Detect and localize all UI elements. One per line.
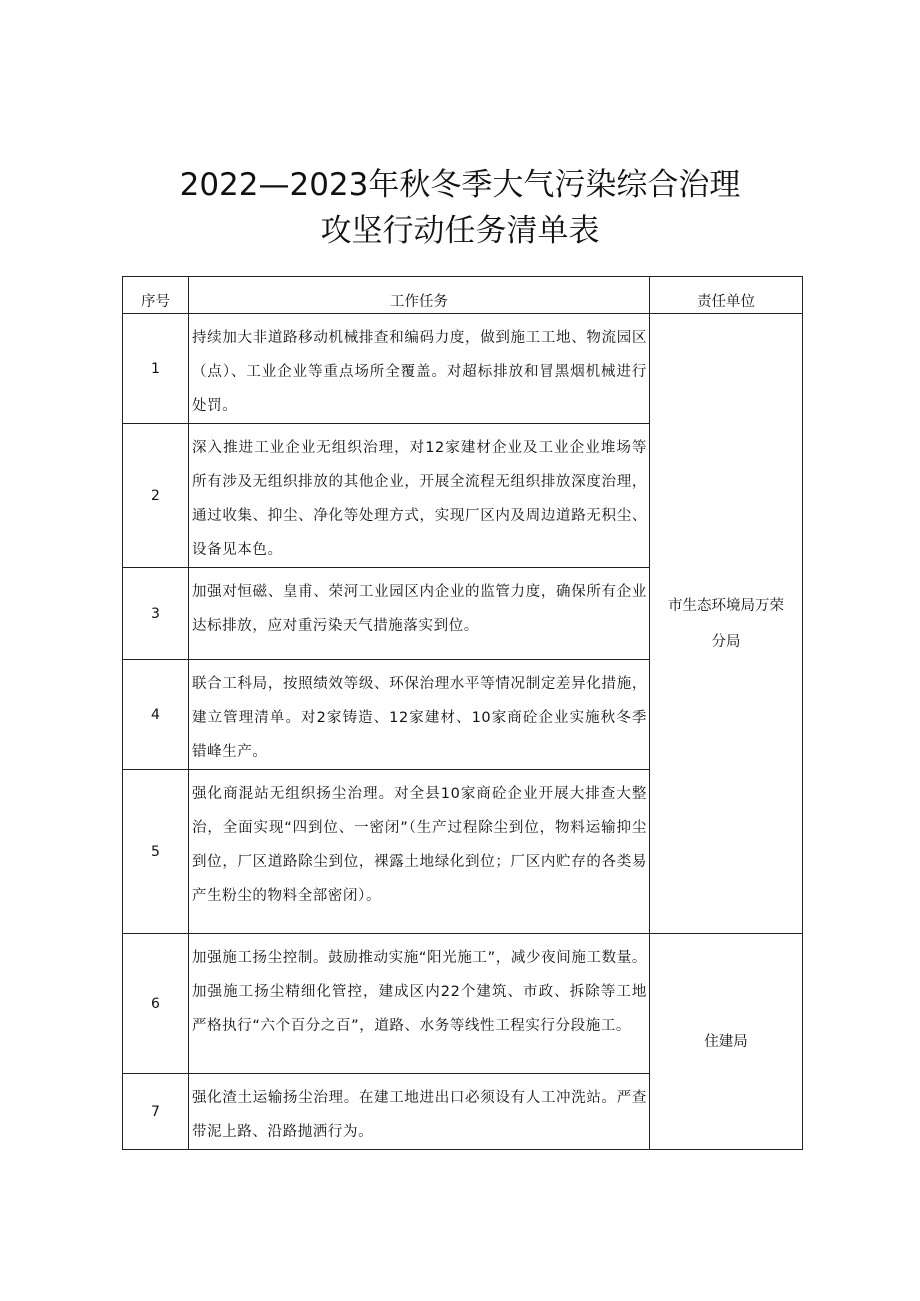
row-task: 深入推进工业企业无组织治理，对12家建材企业及工业企业堆场等所有涉及无组织排放的其他企业，开展全流程无组织排放深度治理，通过收集、抑尘、净化等处理方式，实现厂区内及周边道路无积尘、设备见本色。: [189, 424, 650, 568]
row-task: 联合工科局，按照绩效等级、环保治理水平等情况制定差异化措施，建立管理清单。对2家铸造、12家建材、10家商砼企业实施秋冬季错峰生产。: [189, 660, 650, 770]
row-number: 7: [123, 1074, 189, 1150]
row-task: 强化渣土运输扬尘治理。在建工地进出口必须设有人工冲洗站。严查带泥上路、沿路抛洒行为。: [189, 1074, 650, 1150]
responsible-unit-ecology: 市生态环境局万荣分局: [650, 314, 803, 934]
document-title-line2: 攻坚行动任务清单表: [320, 213, 600, 249]
task-table: [122, 276, 803, 1150]
row-task: 加强对恒磁、皇甫、荣河工业园区内企业的监管力度，确保所有企业达标排放，应对重污染天气措施落实到位。: [189, 568, 650, 660]
responsible-unit-housing: 住建局: [650, 934, 803, 1150]
document-title-line1: 2022—2023年秋冬季大气污染综合治理: [179, 167, 741, 203]
row-number: 3: [123, 568, 189, 660]
row-number: 2: [123, 424, 189, 568]
row-task: 强化商混站无组织扬尘治理。对全县10家商砼企业开展大排查大整治，全面实现“四到位、一密闭”（生产过程除尘到位，物料运输抑尘到位，厂区道路除尘到位，裸露土地绿化到位；厂区内贮存的各类易产生粉尘的物料全部密闭）。: [189, 770, 650, 934]
row-task: 加强施工扬尘控制。鼓励推动实施“阳光施工”，减少夜间施工数量。加强施工扬尘精细化管控，建成区内22个建筑、市政、拆除等工地严格执行“六个百分之百”，道路、水务等线性工程实行分段施工。: [189, 934, 650, 1074]
table-row: [123, 934, 803, 1074]
row-number: 5: [123, 770, 189, 934]
header-unit: 责任单位: [650, 277, 803, 314]
row-number: 6: [123, 934, 189, 1074]
row-number: 4: [123, 660, 189, 770]
row-task: 持续加大非道路移动机械排查和编码力度，做到施工工地、物流园区（点）、工业企业等重点场所全覆盖。对超标排放和冒黑烟机械进行处罚。: [189, 314, 650, 424]
header-seq: 序号: [123, 277, 189, 314]
row-number: 1: [123, 314, 189, 424]
table-header-row: [123, 277, 803, 314]
header-task: 工作任务: [189, 277, 650, 314]
table-row: [123, 314, 803, 424]
